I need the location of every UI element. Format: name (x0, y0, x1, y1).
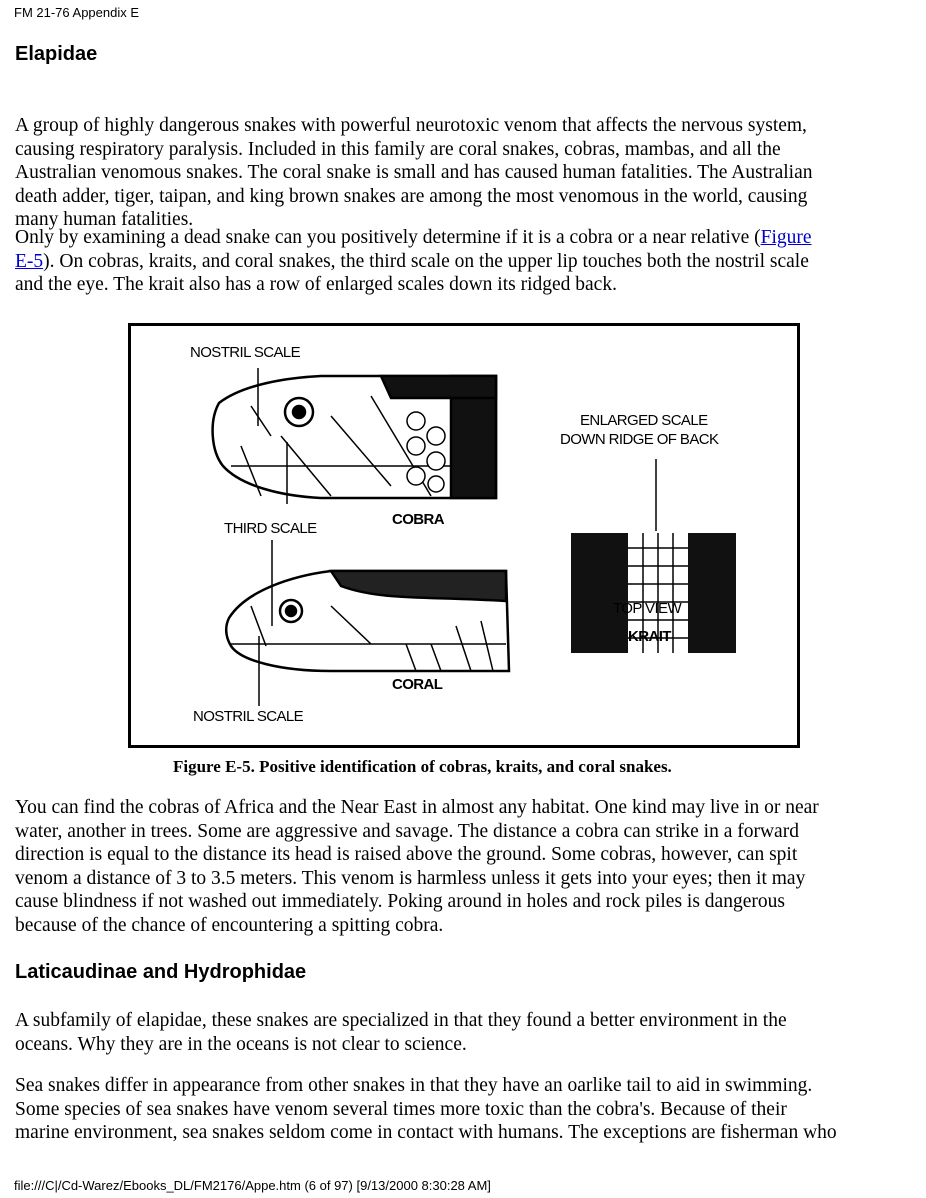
figure-e5 (128, 323, 800, 748)
text-line: A subfamily of elapidae, these snakes are specialized in that they found a better environment in the (15, 1010, 787, 1031)
label-third-scale: THIRD SCALE (224, 520, 317, 537)
figure-link-part1[interactable]: Figure (760, 227, 812, 248)
text-line: water, another in trees. Some are aggressive and savage. The distance a cobra can strike in a forward (15, 820, 799, 842)
coral-head-icon (226, 571, 509, 671)
text-line: and the eye. The krait also has a row of enlarged scales down its ridged back. (15, 274, 617, 296)
text-line: many human fatalities. (15, 209, 194, 231)
text-line: marine environment, sea snakes seldom come in contact with humans. The exceptions are fisherman who (15, 1122, 837, 1144)
label-nostril-scale-bottom: NOSTRIL SCALE (193, 708, 304, 725)
text-line: because of the chance of encountering a spitting cobra. (15, 914, 444, 936)
label-cobra: COBRA (392, 511, 444, 528)
page-footer: file:///C|/Cd-Warez/Ebooks_DL/FM2176/Appe.htm (6 of 97) [9/13/2000 8:30:28 AM] (14, 1178, 491, 1193)
text-line: A group of highly dangerous snakes with powerful neurotoxic venom that affects the nervous system, (15, 115, 807, 136)
text: Only by examining a dead snake can you positively determine if it is a cobra or a near relative ( (15, 227, 761, 248)
text: ). On cobras, kraits, and coral snakes, the third scale on the upper lip touches both the nostril scale (43, 250, 809, 272)
text-line: You can find the cobras of Africa and the Near East in almost any habitat. One kind may live in or near (15, 797, 819, 818)
cobra-head-icon (213, 376, 496, 498)
label-nostril-scale-top: NOSTRIL SCALE (190, 344, 301, 361)
paragraph-cobras (15, 796, 819, 938)
paragraph-elapidae-intro (15, 114, 813, 232)
text-line: Some species of sea snakes have venom several times more toxic than the cobra's. Because of their (15, 1098, 787, 1120)
text-line: causing respiratory paralysis. Included in this family are coral snakes, cobras, mambas, and all the (15, 138, 781, 160)
heading-elapidae: Elapidae (15, 43, 98, 65)
paragraph-sea-snakes (15, 1074, 837, 1145)
text-line: death adder, tiger, taipan, and king brown snakes are among the most venomous in the world, causing (15, 185, 808, 207)
paragraph-sea-snakes-intro (15, 1009, 787, 1056)
page-header: FM 21-76 Appendix E (14, 5, 140, 20)
text-line: direction is equal to the distance its head is raised above the ground. Some cobras, however, can spit (15, 844, 798, 866)
label-down-ridge: DOWN RIDGE OF BACK (560, 431, 719, 448)
text-line: venom a distance of 3 to 3.5 meters. This venom is harmless unless it gets into your eyes; then it may (15, 867, 806, 889)
text-line: Sea snakes differ in appearance from other snakes in that they have an oarlike tail to aid in swimming. (15, 1075, 813, 1096)
label-top-view: TOP VIEW (613, 600, 681, 617)
label-coral: CORAL (392, 676, 443, 693)
figure-link-part2[interactable]: E-5 (15, 250, 44, 272)
heading-laticaudinae: Laticaudinae and Hydrophidae (15, 961, 307, 983)
text-line: Australian venomous snakes. The coral snake is small and has caused human fatalities. The Australian (15, 162, 813, 184)
text-line: oceans. Why they are in the oceans is not clear to science. (15, 1033, 467, 1055)
text-line: cause blindness if not washed out immediately. Poking around in holes and rock piles is dangerous (15, 891, 785, 913)
label-krait: KRAIT (628, 628, 671, 645)
label-enlarged-scale: ENLARGED SCALE (580, 412, 708, 429)
paragraph-identification (15, 226, 812, 297)
figure-caption: Figure E-5. Positive identification of cobras, kraits, and coral snakes. (173, 757, 672, 776)
